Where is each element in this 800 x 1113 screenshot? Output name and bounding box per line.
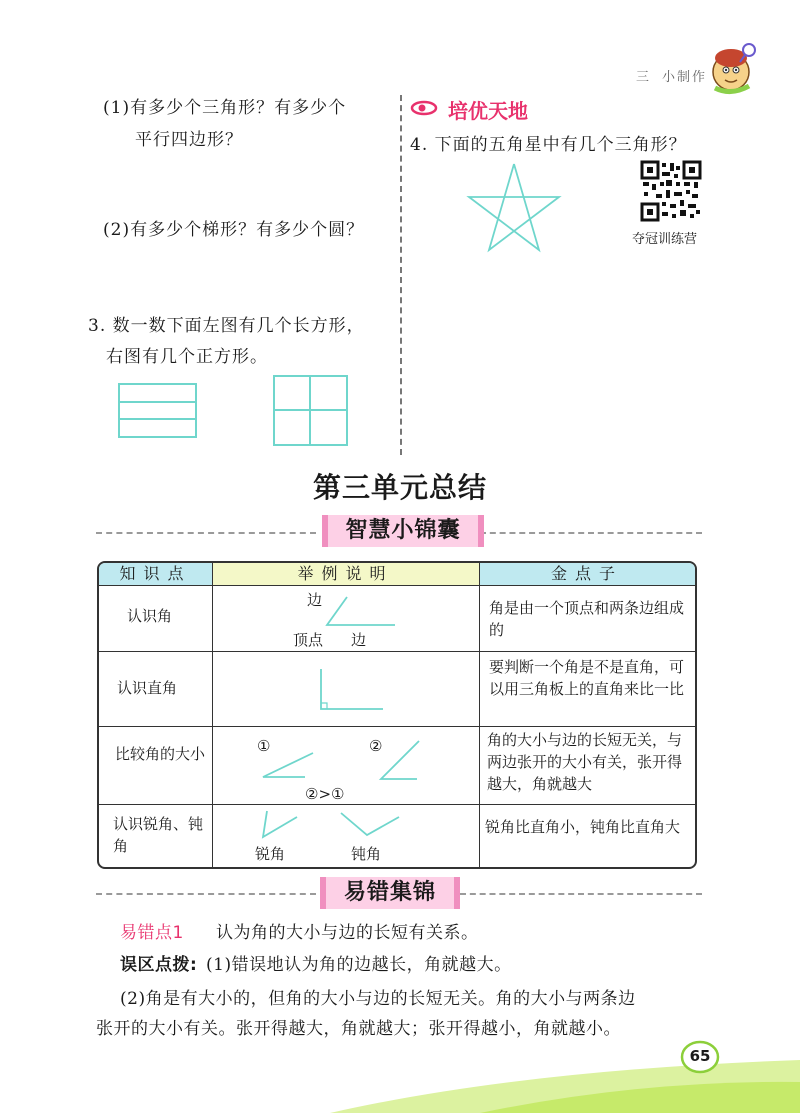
- chapter-number: 三: [636, 70, 656, 85]
- header-example: 举例说明: [297, 564, 394, 583]
- question-2-2: (2)有多少个梯形？有多少个圆？: [103, 220, 365, 240]
- banner-yicuo: 易错集锦: [320, 877, 460, 909]
- row3-topic: 比较角的大小: [115, 745, 206, 763]
- row2-topic: 认识直角: [117, 679, 178, 697]
- banner-zhihui: 智慧小锦囊: [322, 515, 484, 547]
- unit-summary-title: 第三单元总结: [312, 471, 487, 504]
- question-2-1-line2: 平行四边形？: [135, 130, 243, 150]
- page-number: 65: [689, 1047, 711, 1065]
- table-rule: [212, 563, 213, 867]
- acute-angle-figure: [259, 809, 299, 841]
- qr-caption: 夺冠训练营: [632, 232, 698, 247]
- tip-para-line2: 张开的大小有关。张开得越大，角就越大；张开得越小，角就越小。: [96, 1019, 621, 1039]
- obtuse-angle-figure: [339, 809, 401, 839]
- row4-label-obtuse: 钝角: [351, 845, 382, 863]
- right-angle-figure: [317, 667, 387, 713]
- row3-tip: 角的大小与边的长短无关，与两边张开的大小有关，张开得越大，角就越大: [487, 731, 683, 793]
- row3-compare: ②>①: [305, 785, 345, 803]
- tip-para-line1: (2)角是有大小的，但角的大小与边的长短无关。角的大小与两条边: [120, 989, 636, 1009]
- table-rule: [99, 651, 695, 652]
- row4-label-acute: 锐角: [255, 845, 286, 863]
- mascot-icon: [705, 38, 765, 96]
- header-knowledge: 知识点: [119, 564, 192, 583]
- row1-label-side: 边: [307, 591, 323, 609]
- question-3-line1: 3. 数一数下面左图有几个长方形，: [88, 316, 365, 336]
- chapter-title: 小制作: [662, 70, 708, 85]
- row1-topic: 认识角: [127, 607, 173, 625]
- eye-icon: [410, 100, 438, 116]
- rectangles-figure: [118, 383, 198, 439]
- divider-dashed: [96, 532, 316, 534]
- row4-topic: 认识锐角、钝角: [113, 815, 204, 855]
- row2-tip: 要判断一个角是不是直角，可以用三角板上的直角来比一比: [489, 658, 685, 698]
- qr-code-icon: [640, 160, 702, 222]
- error-point-label: 易错点1: [120, 923, 184, 943]
- row3-label-2: ②: [369, 737, 383, 755]
- table-rule: [99, 804, 695, 805]
- angle-figure: [317, 595, 397, 627]
- row3-label-1: ①: [257, 737, 271, 755]
- column-divider: [400, 95, 402, 455]
- divider-dashed: [460, 893, 702, 895]
- divider-dashed: [480, 532, 702, 534]
- large-angle-figure: [377, 739, 423, 783]
- table-rule: [99, 585, 695, 586]
- question-3-line2: 右图有几个正方形。: [106, 347, 268, 367]
- row4-tip: 锐角比直角小，钝角比直角大: [485, 818, 681, 836]
- knowledge-table: [97, 561, 697, 869]
- tip-label: 误区点拨:: [120, 955, 198, 975]
- table-rule: [479, 563, 480, 867]
- table-rule: [99, 726, 695, 727]
- section-title-peiyou: 培优天地: [448, 99, 528, 123]
- star-figure: [464, 160, 564, 255]
- row1-tip: 角是由一个顶点和两条边组成的: [489, 599, 685, 639]
- divider-dashed: [96, 893, 316, 895]
- small-angle-figure: [259, 751, 315, 781]
- row1-label-vertex: 顶点: [293, 631, 324, 649]
- header-tip: 金点子: [550, 564, 623, 583]
- question-4: 4. 下面的五角星中有几个三角形？: [410, 135, 687, 155]
- row1-label-side2: 边: [351, 631, 367, 649]
- squares-figure: [273, 375, 349, 447]
- error-point-text: 认为角的大小与边的长短有关系。: [216, 923, 479, 943]
- question-2-1-line1: (1)有多少个三角形？有多少个: [103, 98, 347, 118]
- tip-text-1: (1)错误地认为角的边越长，角就越大。: [206, 955, 512, 975]
